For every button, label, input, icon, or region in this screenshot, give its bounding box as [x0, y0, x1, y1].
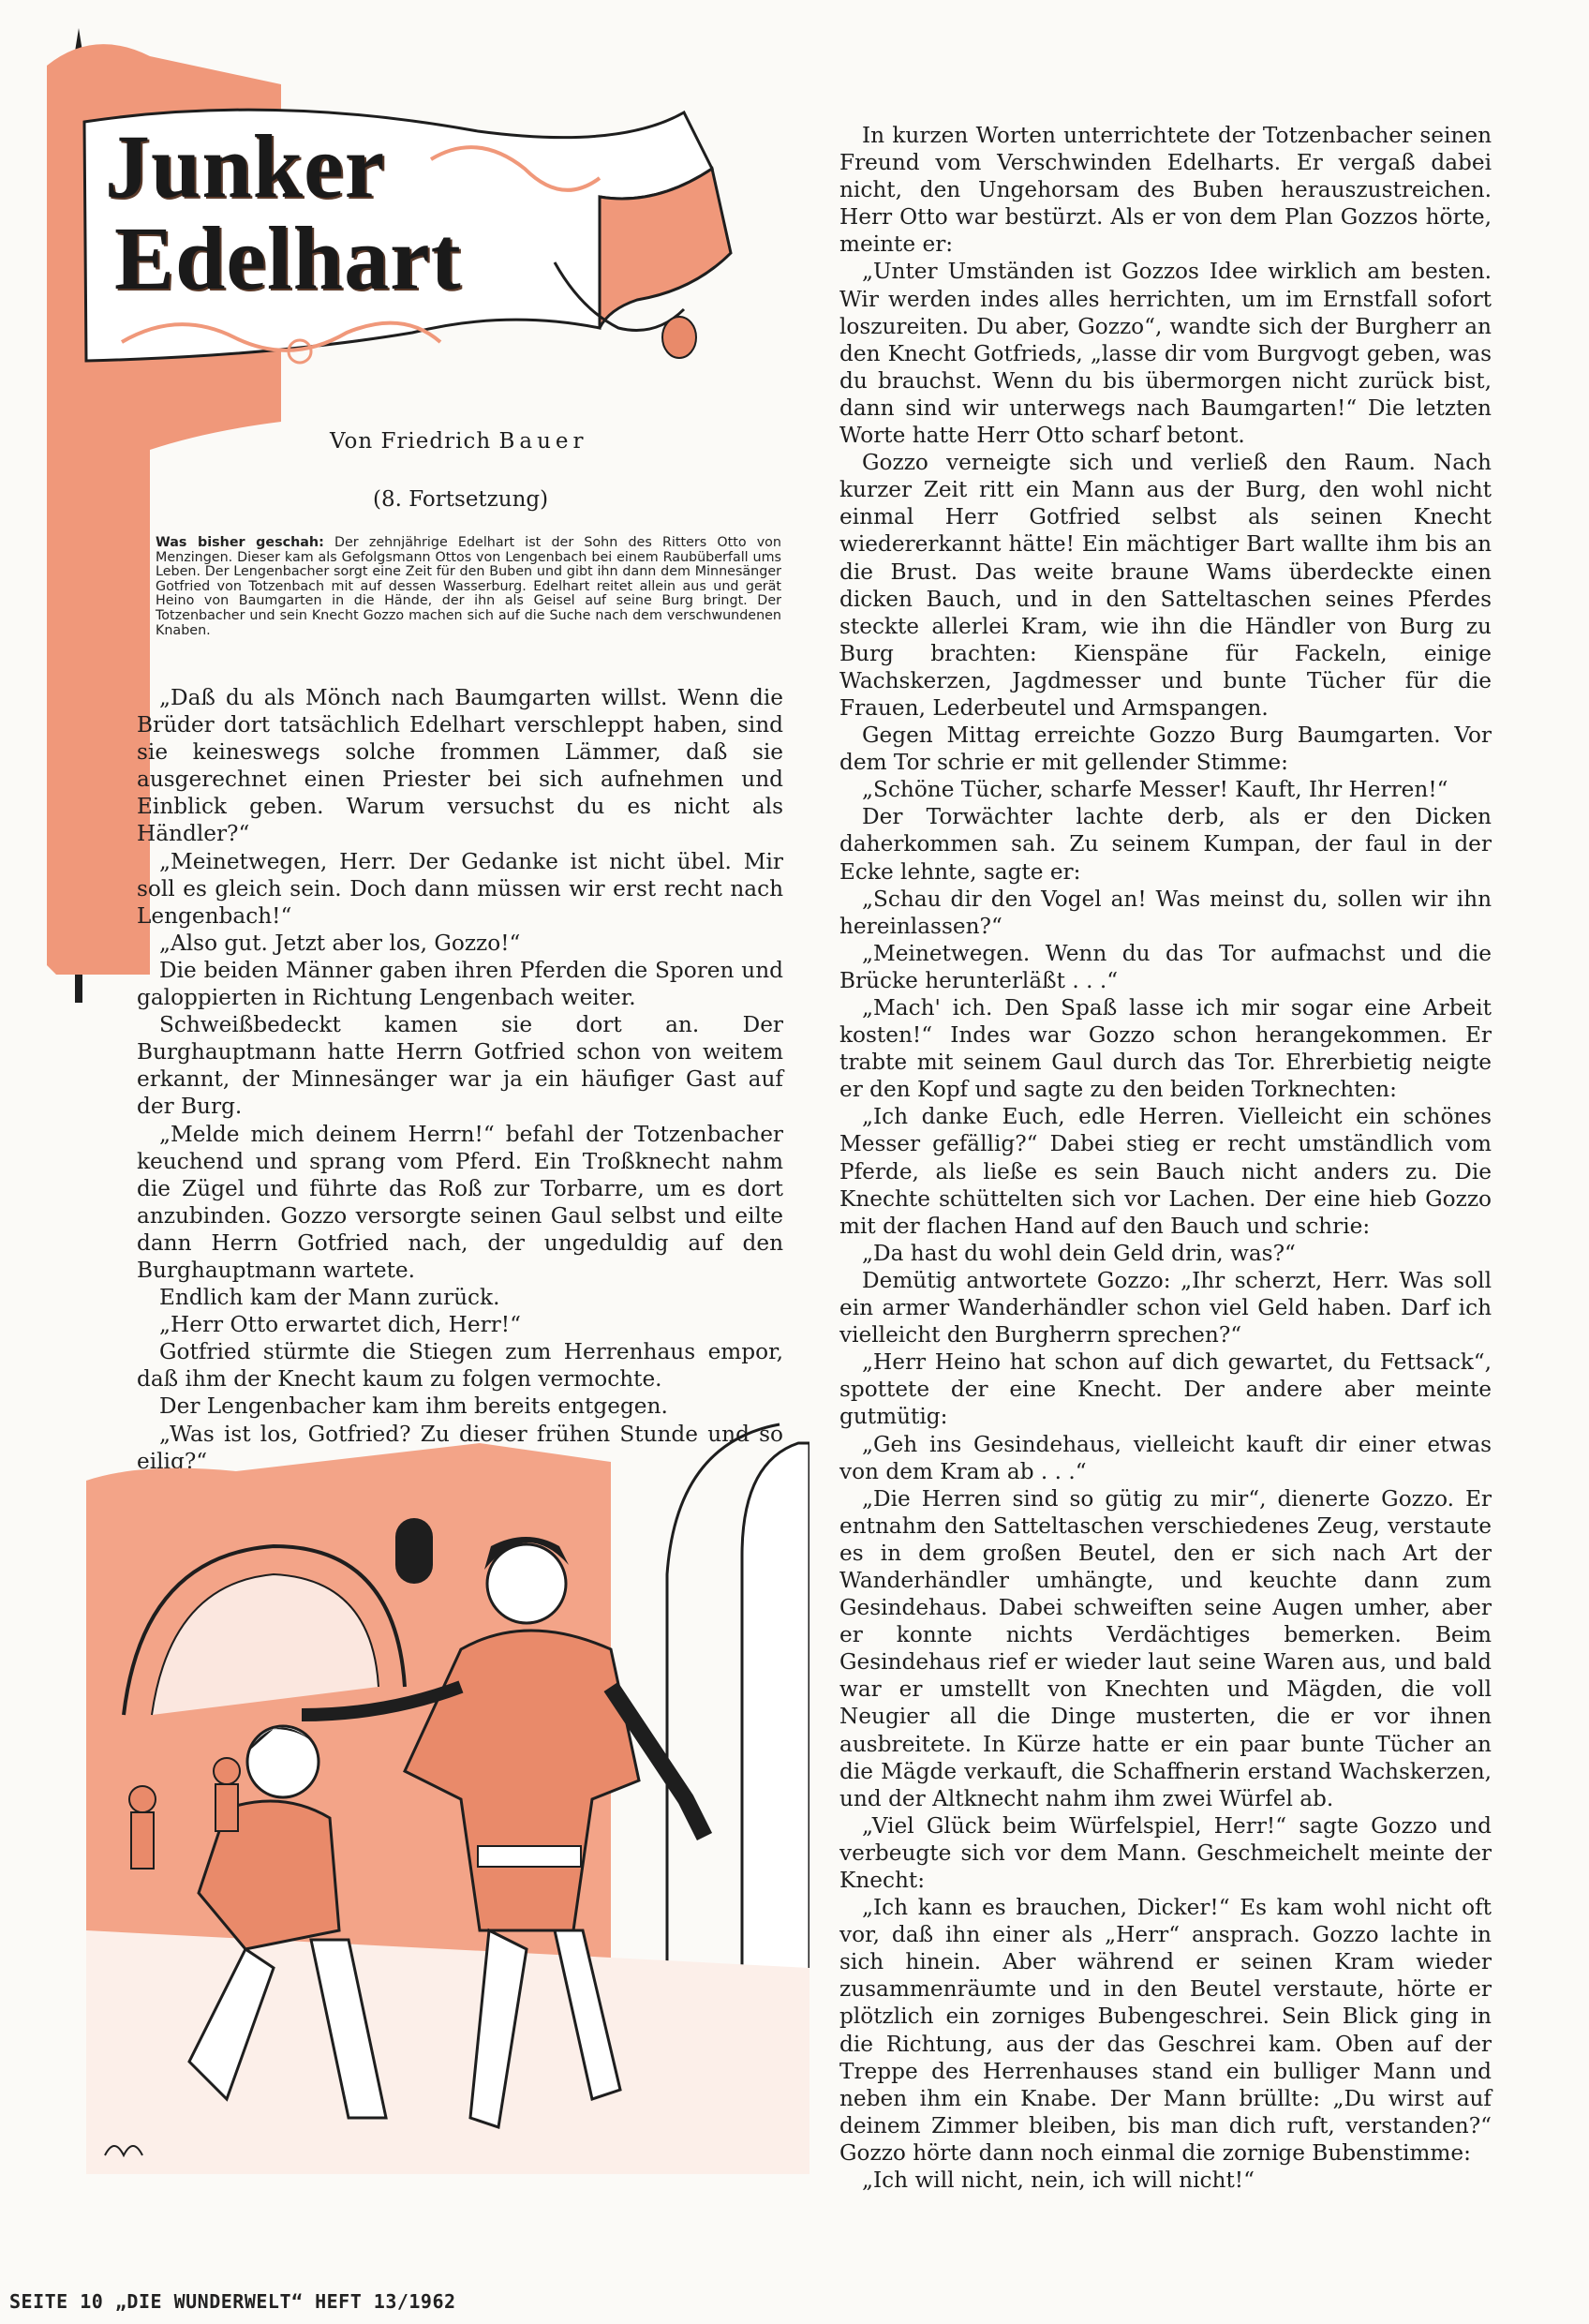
paragraph: „Ich danke Euch, edle Herren. Vielleicht ein schönes Messer gefällig?“ Dabei stieg er recht umständlich vom Pferde, als ließe es sein Bauch nicht anders zu. Die Knechte schüttelten sich vor Lachen. Der eine hieb Gozzo mit der flachen Hand auf den Bauch und schrie:: [839, 1104, 1492, 1239]
byline-prefix: Von Friedrich: [330, 429, 499, 454]
paragraph: „Meinetwegen. Wenn du das Tor aufmachst und die Brücke herunterläßt . . .“: [839, 940, 1492, 993]
paragraph: „Unter Umständen ist Gozzos Idee wirklich am besten. Wir werden indes alles herrichten, um im Ernstfall sofort loszureiten. Du aber, Gozzo“, wandte sich der Burgherr an den Knecht Gotfrieds, „lasse dir vom Burgvogt geben, was du brauchst. Wenn du bis übermorgen nicht zurück bist, dann sind wir unterwegs nach Baumgarten!“ Die letzten Worte hatte Herr Otto scharf betont.: [839, 259, 1492, 449]
paragraph: „Schau dir den Vogel an! Was meinst du, sollen wir ihn hereinlassen?“: [839, 886, 1492, 939]
paragraph: Der Torwächter lachte derb, als er den Dicken daherkommen sah. Zu seinem Kumpan, der faul in der Ecke lehnte, sagte er:: [839, 804, 1492, 885]
paragraph: Der Lengenbacher kam ihm bereits entgegen.: [159, 1393, 668, 1420]
paragraph: „Ich will nicht, nein, ich will nicht!“: [862, 2168, 1255, 2194]
paragraph: „Herr Otto erwartet dich, Herr!“: [159, 1312, 521, 1338]
paragraph: „Ich kann es brauchen, Dicker!“ Es kam wohl nicht oft vor, daß ihn einer als „Herr“ ansprach. Gozzo lachte in sich hinein. Aber während er seinen Kram wieder zusammenräumte und in den Beutel verstaute, hörte er plötzlich ein zorniges Bubengeschrei. Sein Blick ging in die Richtung, aus der das Geschrei kam. Oben auf der Treppe des Herrenhauses stand ein bulliger Mann und neben ihm ein Knabe. Der Mann brüllte: „Du wirst auf deinem Zimmer bleiben, bis man dich ruft, verstanden?“ Gozzo hörte dann noch einmal die zornige Bubenstimme:: [839, 1895, 1492, 2166]
paragraph: Gotfried stürmte die Stiegen zum Herrenhaus empor, daß ihm der Knecht kaum zu folgen vermochte.: [137, 1339, 783, 1393]
paragraph: Schweißbedeckt kamen sie dort an. Der Burghauptmann hatte Herrn Gotfried schon von weitem erkannt, der Minnesänger war ja ein häufiger Gast auf der Burg.: [137, 1012, 783, 1120]
paragraph: „Die Herren sind so gütig zu mir“, dienerte Gozzo. Er entnahm den Satteltaschen verschiedenes Zeug, verstaute es in dem großen Beutel, den er sich nach Art der Wanderhändler umhängte, und keuchte dann zum Gesindehaus. Dabei schweiften seine Augen umher, aber er konnte nichts Verdächtiges bemerken. Beim Gesindehaus rief er wieder laut seine Waren aus, und bald war er umstellt von Knechten und Mägden, die voll Neugier all die Dinge musterten, die er vor ihnen ausbreitete. In Kürze hatte er ein paar bunte Tücher an die Mägde verkauft, die Schaffnerin erstand Wachskerzen, und der Altknecht nahm ihm zwei Würfel ab.: [839, 1485, 1492, 1811]
article-column-right: [839, 122, 1492, 2194]
paragraph: „Da hast du wohl dein Geld drin, was?“: [862, 1240, 1296, 1266]
summary-text: Der zehnjährige Edelhart ist der Sohn des Ritters Otto von Menzingen. Dieser kam als Gefolgsmann Ottos von Lengenbach bei einem Raubüberfall ums Leben. Der Lengenbacher sorgt eine Zeit für den Buben und gibt ihn dann dem Minnesänger Gotfried von Totzenbach mit auf dessen Wasserburg. Edelhart reitet allein aus und gerät Heino von Baumgarten in die Hände, der ihn als Geisel auf seine Burg bringt. Der Totzenbacher und sein Knecht Gozzo machen sich auf die Suche nach dem verschwundenen Knaben.: [156, 535, 781, 638]
story-illustration: [86, 1406, 809, 2174]
paragraph: „Meinetwegen, Herr. Der Gedanke ist nicht übel. Mir soll es gleich sein. Doch dann müssen wir erst recht nach Lengenbach!“: [137, 848, 783, 929]
paragraph: „Also gut. Jetzt aber los, Gozzo!“: [159, 930, 521, 956]
paragraph: Die beiden Männer gaben ihren Pferden die Sporen und galoppierten in Richtung Lengenbach weiter.: [137, 957, 783, 1011]
paragraph: „Mach' ich. Den Spaß lasse ich mir sogar eine Arbeit kosten!“ Indes war Gozzo schon herangekommen. Er trabte mit seinem Gaul durch das Tor. Ehrerbietig neigte er den Kopf und sagte zu den beiden Torknechten:: [839, 995, 1492, 1103]
paragraph: „Viel Glück beim Würfelspiel, Herr!“ sagte Gozzo und verbeugte sich vor dem Mann. Geschmeichelt meinte der Knecht:: [839, 1812, 1492, 1893]
paragraph: „Herr Heino hat schon auf dich gewartet, du Fettsack“, spottete der eine Knecht. Der andere aber meinte gutmütig:: [839, 1349, 1492, 1430]
paragraph: Endlich kam der Mann zurück.: [159, 1285, 500, 1311]
paragraph: „Geh ins Gesindehaus, vielleicht kauft dir einer etwas von dem Kram ab . . .“: [839, 1431, 1492, 1484]
paragraph: „Melde mich deinem Herrn!“ befahl der Totzenbacher keuchend und sprang vom Pferd. Ein Troßknecht nahm die Zügel und führte das Roß zur Torbarre, um es dort anzubinden. Gozzo versorgte seinen Gaul selbst und eilte dann Herrn Gotfried nach, der ungeduldig auf den Burghauptmann wartete.: [137, 1121, 783, 1283]
paragraph: „Daß du als Mönch nach Baumgarten willst. Wenn die Brüder dort tatsächlich Edelhart verschleppt haben, sind sie keineswegs solche frommen Lämmer, daß sie ausgerechnet einen Priester bei sich aufnehmen und Einblick geben. Warum versuchst du es nicht als Händler?“: [137, 685, 783, 847]
installment-label: (8. Fortsetzung): [373, 487, 549, 512]
paragraph: Gozzo verneigte sich und verließ den Raum. Nach kurzer Zeit ritt ein Mann aus der Burg, den wohl nicht einmal Herr Gotfried selbst als seinen Knecht wiedererkannt hätte! Ein mächtiger Bart wallte ihm bis an die Brust. Das weite braune Wams überdeckte einen dicken Bauch, und in den Satteltaschen seines Pferdes steckte allerlei Kram, wie ihn die Händler von Burg zu Burg brachten: Kienspäne für Fackeln, einige Wachskerzen, Jagdmesser und bunte Tücher für die Frauen, Lederbeutel und Armspangen.: [839, 450, 1492, 721]
article-column-left: [137, 684, 783, 1475]
paragraph: „Was ist los, Gotfried? Zu dieser frühen Stunde und so eilig?“: [137, 1421, 783, 1474]
title-line-1: Junker: [105, 116, 386, 216]
byline: [330, 429, 588, 454]
paragraph: „Schöne Tücher, scharfe Messer! Kauft, Ihr Herren!“: [862, 777, 1448, 803]
page-footer: SEITE 10 „DIE WUNDERWELT“ HEFT 13/1962: [9, 2290, 456, 2313]
summary-box: [156, 536, 781, 638]
paragraph: Gegen Mittag erreichte Gozzo Burg Baumgarten. Vor dem Tor schrie er mit gellender Stimme:: [839, 723, 1492, 776]
title-line-2: Edelhart: [114, 208, 462, 308]
byline-surname: Bauer: [498, 429, 588, 454]
summary-label: Was bisher geschah:: [156, 535, 324, 550]
paragraph: In kurzen Worten unterrichtete der Totzenbacher seinen Freund vom Verschwinden Edelharts. Er vergaß dabei nicht, den Ungehorsam des Buben herauszustreichen. Herr Otto war bestürzt. Als er von dem Plan Gozzos hörte, meinte er:: [839, 123, 1492, 258]
paragraph: Demütig antwortete Gozzo: „Ihr scherzt, Herr. Was soll ein armer Wanderhändler schon viel Geld haben. Darf ich vielleicht den Burgherrn sprechen?“: [839, 1267, 1492, 1348]
